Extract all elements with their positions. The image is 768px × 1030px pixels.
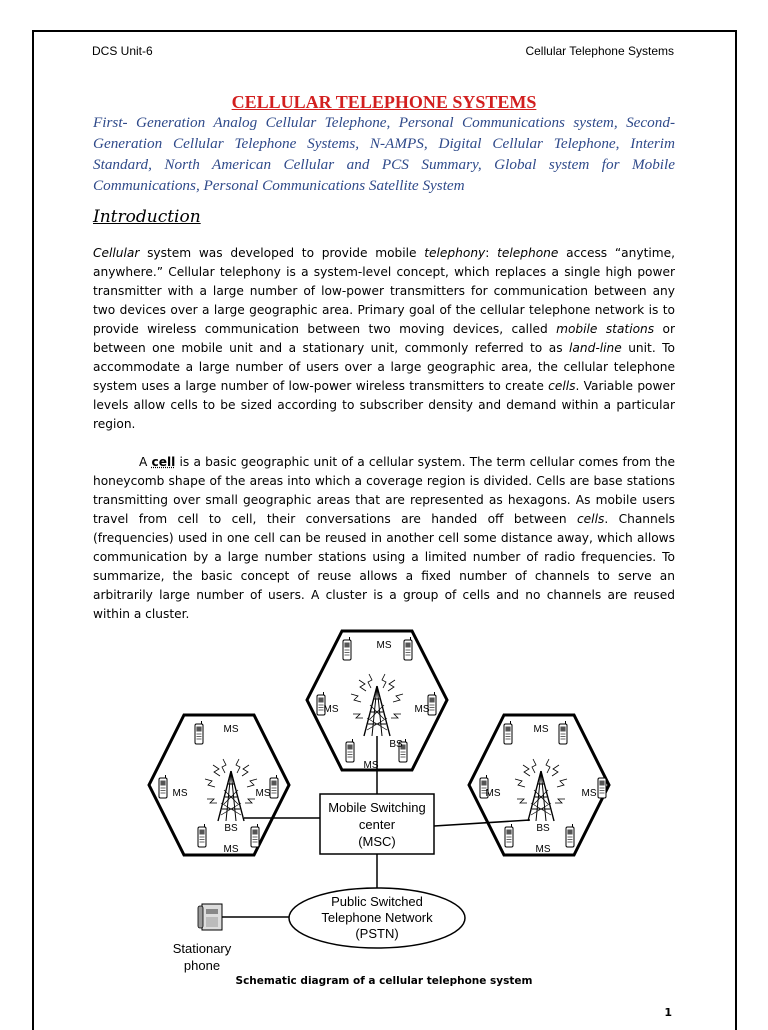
page-number: 1 xyxy=(664,1006,672,1019)
p1-text-2: system was developed to provide mobile xyxy=(139,246,425,260)
p1-text-5: telephone xyxy=(497,246,559,260)
p1-text-6: access “anytime, anywhere.” Cellular telephony is a system-level concept, which replaces a single high power transmitter with a large number of low-power transmitters for communication between any two devices over a large geographic area. Primary goal of the cellular telephone network is to provide wireless communication between two moving devices, called xyxy=(93,246,675,336)
ms-label: MS xyxy=(535,844,551,855)
ms-label: MS xyxy=(533,724,549,735)
document-subtitle: First- Generation Analog Cellular Telephone, Personal Communications system, Second-Generation Cellular Telephone Systems, N-AMPS, Digital Cellular Telephone, Interim Standard, North American Cellular and PCS Summary, Global system for Mobile Communications, Personal Communications Satellite System xyxy=(93,114,675,194)
msc-label-line3: (MSC) xyxy=(358,834,396,849)
p1-text-8: or between one mobile unit and a stationary unit, commonly referred to as xyxy=(93,322,675,355)
stationary-phone-label-line2: phone xyxy=(183,958,221,973)
paragraph-1 xyxy=(93,244,675,434)
ms-label: MS xyxy=(376,640,392,651)
p2-text-4: cells xyxy=(576,512,605,526)
p1-text-3: telephony xyxy=(424,246,486,260)
p1-text-11: cells xyxy=(548,379,576,393)
p2-text-1: A xyxy=(139,455,152,469)
paragraph-2 xyxy=(93,453,675,624)
msc-label-line1: Mobile Switching xyxy=(328,800,426,815)
bs-label: BS xyxy=(389,739,403,750)
document-title: CELLULAR TELEPHONE SYSTEMS xyxy=(231,92,537,112)
p1-text-1: Cellular xyxy=(93,246,140,260)
stationary-phone-icon xyxy=(198,904,222,930)
p1-text-4: : xyxy=(485,246,498,260)
msc-label-line2: center xyxy=(358,817,396,832)
ms-label: MS xyxy=(223,844,239,855)
p1-text-10: unit. To accommodate a large number of users over a large geographic area, the cellular telephone system uses a large number of low-power wireless transmitters to create xyxy=(93,341,675,393)
header-left: DCS Unit-6 xyxy=(92,44,153,58)
pstn-label-line1: Public Switched xyxy=(331,894,423,909)
p2-text-2: cell xyxy=(151,455,176,469)
ms-label: MS xyxy=(363,760,379,771)
ms-label: MS xyxy=(414,704,430,715)
pstn-label-line3: (PSTN) xyxy=(355,926,399,941)
bs-label: BS xyxy=(224,823,238,834)
ms-label: MS xyxy=(172,788,188,799)
p1-text-12: . Variable power levels allow cells to be sized according to subscriber density and demand within a particular region. xyxy=(93,379,675,431)
cellular-system-diagram xyxy=(140,628,630,978)
msc-box xyxy=(320,794,434,854)
cell-right xyxy=(469,715,609,855)
ms-label: MS xyxy=(223,724,239,735)
p2-text-3: is a basic geographic unit of a cellular system. The term cellular comes from the honeycomb shape of the areas into which a coverage region is divided. Cells are base stations transmitting over small geographic areas that are represented as hexagons. As mobile users travel from cell to cell, their conversations are handed off between xyxy=(93,455,675,526)
bs-label: BS xyxy=(536,823,550,834)
pstn-label-line2: Telephone Network xyxy=(321,910,433,925)
p2-text-5: . Channels (frequencies) used in one cell can be reused in another cell some distance away, which allows communication by a large number stations using a limited number of radio frequencies. To summarize, the basic concept of reuse allows a fixed number of channels to serve an arbitrarily large number of users. A cluster is a group of cells and no channels are reused within a cluster. xyxy=(93,512,675,621)
cell-left xyxy=(149,715,289,855)
p1-text-9: land-line xyxy=(569,341,622,355)
pstn-ellipse xyxy=(289,888,465,948)
section-heading: Introduction xyxy=(93,207,201,227)
ms-label: MS xyxy=(485,788,501,799)
ms-label: MS xyxy=(581,788,597,799)
stationary-phone-label-line1: Stationary xyxy=(172,941,232,956)
ms-label: MS xyxy=(255,788,271,799)
ms-label: MS xyxy=(323,704,339,715)
header-right: Cellular Telephone Systems xyxy=(525,44,674,58)
figure-caption: Schematic diagram of a cellular telephone system xyxy=(235,975,533,987)
p1-text-7: mobile stations xyxy=(556,322,655,336)
